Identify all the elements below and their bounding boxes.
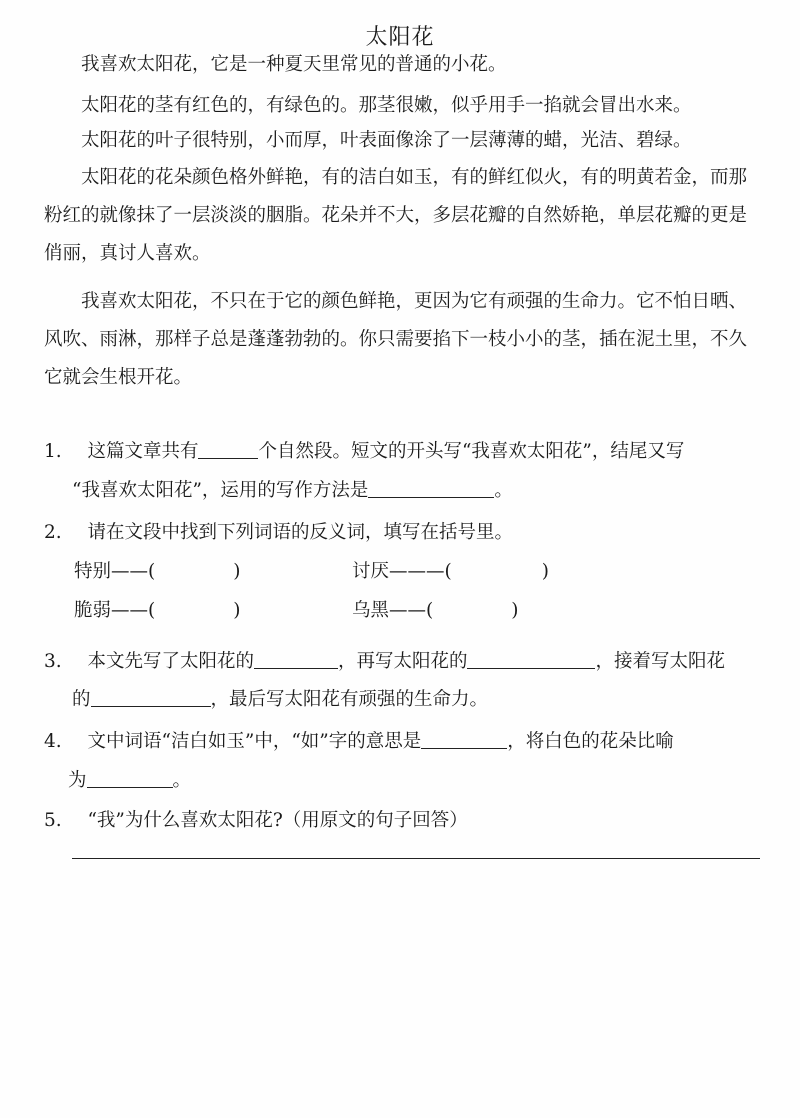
antonym-item: 特别——( ) [74,561,241,582]
paragraph-5: 我喜欢太阳花，不只在于它的颜色鲜艳，更因为它有顽强的生命力。它不怕日晒、风吹、雨淋，那样子总是蓬蓬勃勃的。你只需要掐下一枝小小的茎，插在泥土里，不久它就会生根开花。 [44,291,748,388]
antonym-item: 脆弱——( ) [74,600,241,621]
question-3-line-2: 的 ，最后写太阳花有顽强的生命力。 [72,681,488,719]
answer-blank[interactable] [91,686,211,707]
question-number: 4. [44,731,62,752]
question-3-line-1: 3. 本文先写了太阳花的 ，再写太阳花的 ，接着写太阳花 [44,643,725,681]
question-1-line-1: 1. 这篇文章共有 个自然段。短文的开头写“我喜欢太阳花”，结尾又写 [44,433,684,471]
question-number: 1. [44,441,62,462]
question-5: 5. “我”为什么喜欢太阳花?（用原文的句子回答） [44,810,468,831]
question-4-line-1: 4. 文中词语“洁白如玉”中，“如”字的意思是 ，将白色的花朵比喻 [44,723,674,761]
answer-blank[interactable] [198,438,258,459]
answer-blank[interactable] [368,477,494,498]
question-number: 5. [44,810,62,831]
answer-blank[interactable] [87,767,173,788]
paragraph-4: 太阳花的花朵颜色格外鲜艳，有的洁白如玉，有的鲜红似火，有的明黄若金，而那粉红的就像抹了一层淡淡的胭脂。花朵并不大，多层花瓣的自然娇艳，单层花瓣的更是俏丽，真讨人喜欢。 [44,167,748,264]
question-2: 2. 请在文段中找到下列词语的反义词，填写在括号里。 [44,522,513,543]
paragraph-1: 我喜欢太阳花，它是一种夏天里常见的普通的小花。 [81,54,507,75]
question-1-line-2: “我喜欢太阳花”，运用的写作方法是 。 [72,472,513,510]
page-title: 太阳花 [365,25,435,50]
paragraph-2: 太阳花的茎有红色的，有绿色的。那茎很嫩，似乎用手一掐就会冒出水来。 [81,95,692,116]
paragraph-3: 太阳花的叶子很特别，小而厚，叶表面像涂了一层薄薄的蜡，光洁、碧绿。 [81,130,692,151]
antonym-item: 讨厌———( ) [352,561,549,582]
question-number: 3. [44,651,62,672]
question-4-line-2: 为 。 [68,762,191,800]
answer-blank[interactable] [254,648,338,669]
question-number: 2. [44,522,62,543]
answer-line[interactable] [72,858,760,859]
antonym-item: 乌黑——( ) [352,600,519,621]
answer-blank[interactable] [467,648,595,669]
answer-blank[interactable] [421,728,507,749]
